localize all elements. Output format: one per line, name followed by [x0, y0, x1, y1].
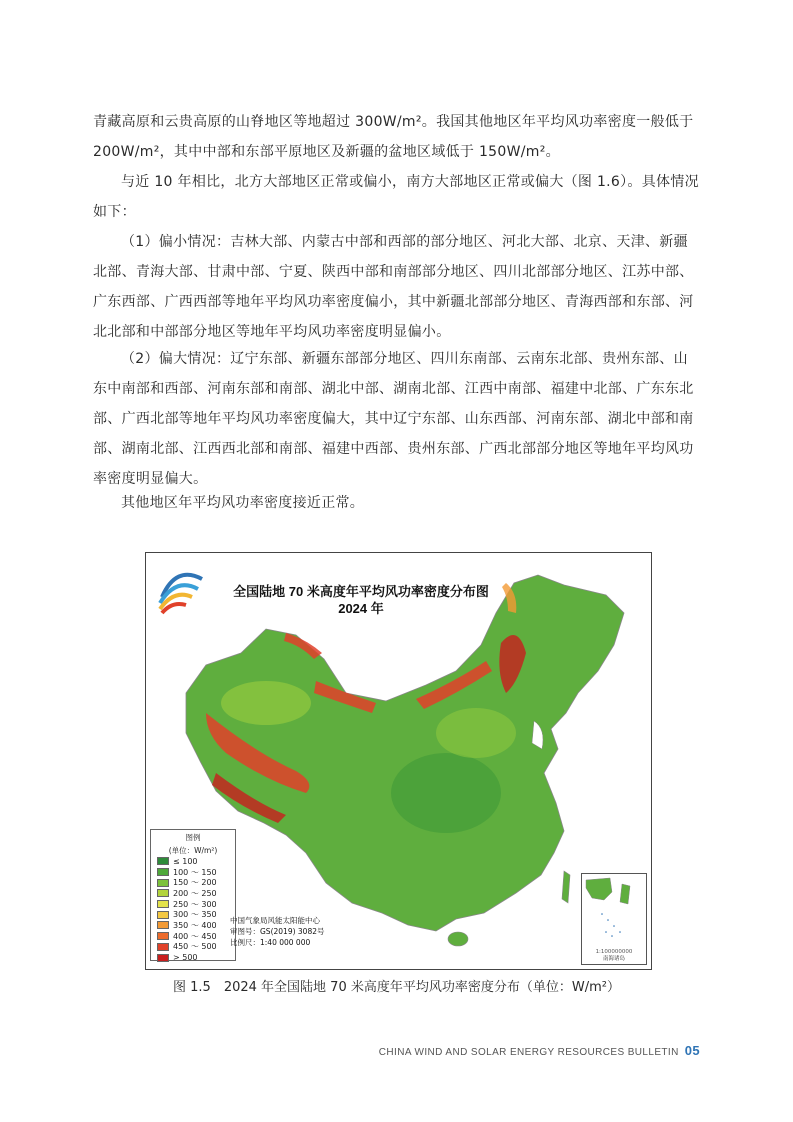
- legend-title: 图例: [185, 833, 201, 842]
- legend-swatch: [157, 889, 169, 897]
- page-footer: [379, 1043, 700, 1058]
- legend-unit: (单位：W/m²): [168, 846, 218, 855]
- legend-label: 350 ～ 400: [173, 920, 217, 930]
- legend-label: 300 ～ 350: [173, 910, 217, 920]
- legend-item: [151, 920, 235, 931]
- credit-org: 中国气象局风能太阳能中心: [230, 916, 320, 925]
- legend-item: [151, 867, 235, 878]
- legend-swatch: [157, 943, 169, 951]
- legend-label: 400 ～ 450: [173, 931, 217, 941]
- legend-swatch: [157, 879, 169, 887]
- wind-power-map-figure: [145, 552, 652, 970]
- legend-swatch: [157, 954, 169, 962]
- map-year: 2024 年: [338, 601, 384, 616]
- map-title: 全国陆地 70 米高度年平均风功率密度分布图: [233, 584, 489, 599]
- hainan-island: [448, 932, 468, 946]
- legend-item: [151, 899, 235, 910]
- legend-swatch: [157, 857, 169, 865]
- legend-label: 250 ～ 300: [173, 899, 217, 909]
- legend-label: 200 ～ 250: [173, 888, 217, 898]
- legend-label: > 500: [173, 953, 198, 963]
- legend-item: [151, 931, 235, 942]
- legend-label: 450 ～ 500: [173, 942, 217, 952]
- paragraph-1: 青藏高原和云贵高原的山脊地区等地超过 300W/m²。我国其他地区年平均风功率密度一般低于 200W/m²，其中中部和东部平原地区及新疆的盆地区域低于 150W/m²。: [93, 114, 694, 160]
- south-china-sea-inset: [581, 873, 647, 965]
- legend-swatch: [157, 911, 169, 919]
- legend-label: 100 ～ 150: [173, 867, 217, 877]
- legend-item: [151, 877, 235, 888]
- page-number: 05: [684, 1043, 700, 1058]
- legend-item: [151, 942, 235, 953]
- figure-caption: 图 1.5 2024 年全国陆地 70 米高度年平均风功率密度分布（单位：W/m²）: [173, 980, 620, 995]
- legend-item: [151, 909, 235, 920]
- inset-scale: 1:100000000: [595, 949, 633, 955]
- legend-label: ≤ 100: [173, 856, 198, 866]
- paragraph-3: （1）偏小情况：吉林大部、内蒙古中部和西部的部分地区、河北大部、北京、天津、新疆北部、青海大部、甘肃中部、宁夏、陕西中部和南部部分地区、四川北部部分地区、江苏中部、广东西部、广西西部等地年平均风功率密度偏小，其中新疆北部部分地区、青海西部和东部、河北北部和中部部分地区等地年平均风功率密度明显偏小。: [93, 234, 694, 340]
- legend-item: [151, 888, 235, 899]
- legend-label: 150 ～ 200: [173, 878, 217, 888]
- map-credits: [230, 915, 324, 948]
- legend-swatch: [157, 900, 169, 908]
- paragraph-4: （2）偏大情况：辽宁东部、新疆东部部分地区、四川东南部、云南东北部、贵州东部、山东中南部和西部、河南东部和南部、湖北中部、湖南北部、江西中南部、福建中北部、广东东北部、广西北部等地年平均风功率密度偏大，其中辽宁东部、山东西部、河南东部、湖北中部和南部、湖南北部、江西西北部和南部、福建中西部、贵州东部、广西北部部分地区等地年平均风功率密度明显偏大。: [93, 351, 694, 487]
- credit-scale: 比例尺：1:40 000 000: [230, 938, 311, 947]
- legend-swatch: [157, 921, 169, 929]
- credit-review: 审图号：GS(2019) 3082号: [230, 927, 325, 936]
- paragraph-5: 其他地区年平均风功率密度接近正常。: [121, 495, 365, 511]
- legend-item: [151, 856, 235, 867]
- legend-item: [151, 952, 235, 963]
- taiwan-island: [562, 871, 570, 903]
- inset-label: 南海诸岛: [602, 956, 625, 962]
- footer-text: CHINA WIND AND SOLAR ENERGY RESOURCES BULLETIN: [378, 1047, 679, 1058]
- legend-swatch: [157, 868, 169, 876]
- map-legend: [150, 829, 236, 961]
- paragraph-2: 与近 10 年相比，北方大部地区正常或偏小，南方大部地区正常或偏大（图 1.6）。具体情况如下：: [93, 174, 699, 220]
- cma-logo-icon: [160, 575, 202, 613]
- legend-swatch: [157, 932, 169, 940]
